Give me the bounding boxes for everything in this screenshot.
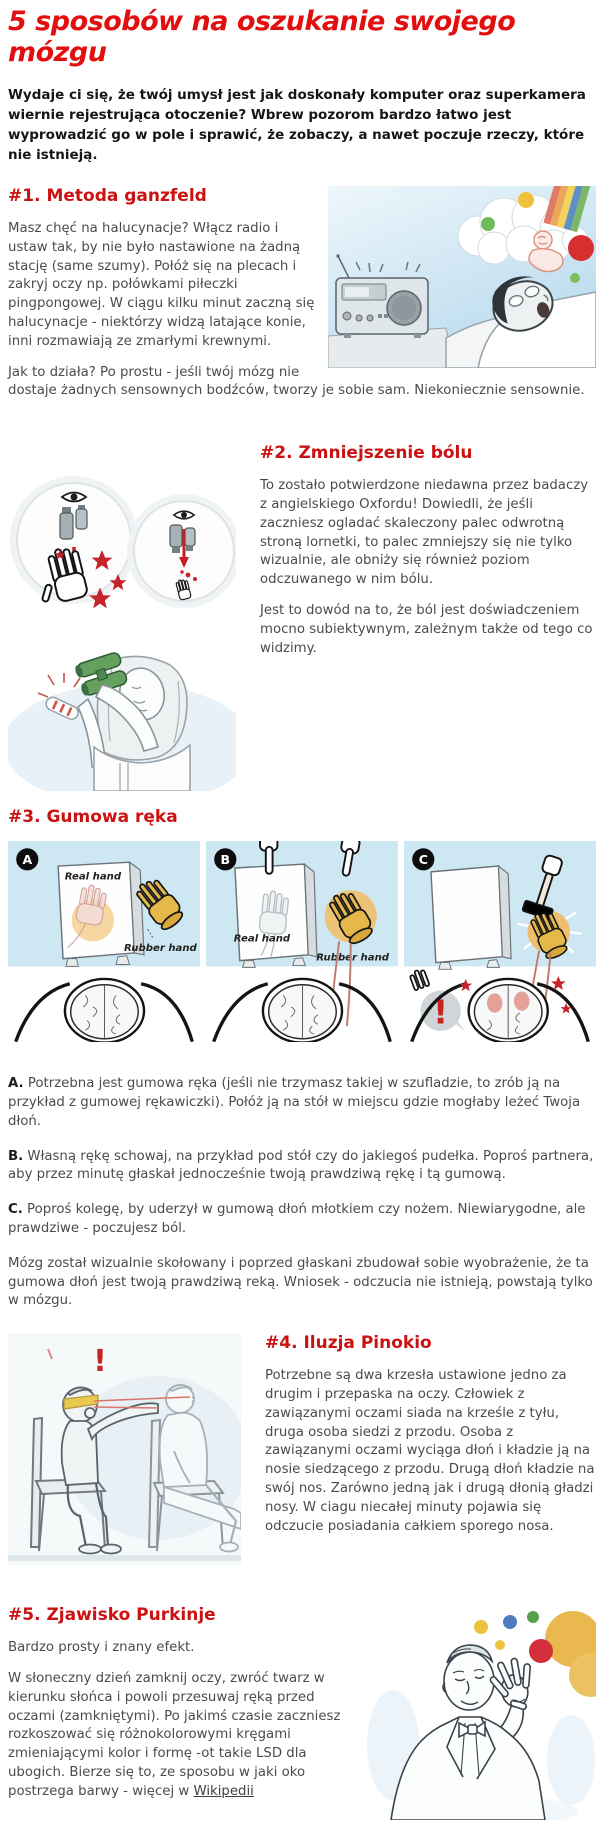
section-2-heading: #2. Zmniejszenie bólu — [260, 443, 473, 464]
panel-letter-a: A — [22, 852, 33, 868]
section-4-paragraph: Potrzebne są dwa krzesła ustawione jedno za drugim i przepaska na oczy. Człowiek z zawiązanymi oczami siada na krześle z tyłu, druga osoba siedzi z przodu. Osoba z zawiązanymi oczami wyciąga dłoń i kładzie ją na nosie siedzącego z przodu. Drugą dłoń kładzie na swój nos. Zarówno jedną jak i drugą dłonią gładzi nosy. W ciagu niecałej minuty pojawia się odczucie posiadania całkiem sporego nosa. — [265, 1368, 595, 1534]
step-b — [8, 1148, 596, 1186]
purkinje-illustration — [363, 1605, 596, 1820]
panel-letter-c: C — [418, 852, 428, 868]
real-hand-label: Real hand — [64, 871, 122, 883]
step-a — [8, 1075, 596, 1131]
rubber-hand-label: Rubber hand — [124, 943, 197, 955]
step-c-text: Poproś kolegę, by uderzył w gumową dłoń młotkiem czy nożem. Niewiarygodne, ale prawdziwe - poczujesz ból. — [8, 1202, 586, 1236]
step-a-lead: A. — [8, 1076, 24, 1092]
intro-paragraph: Wydaje ci się, że twój umysł jest jak doskonały komputer oraz superkamera wiernie rejestrująca otoczenie? Wbrew pozorom bardzo łatwo jest wyprowadzić go w pole i sprawić, że zobaczy, a nawet poczuje rzeczy, które nie istnieją. — [8, 87, 586, 163]
section-pain-reduction — [8, 443, 596, 791]
section-5-text: W słoneczny dzień zamknij oczy, zwróć twarz w kierunku słońca i powoli przesuwaj ręką przed oczami (zamkniętymi). Po jakimś czasie zaczniesz rozkoszować się różnokolorowymi kręgami zmieniającymi kolor i formę -ot takie LSD dla ubogich. Bierze się to, ze sposobu w jaki oko postrzega barwy - więcej w — [8, 1670, 341, 1799]
eye-icon — [174, 511, 194, 519]
section-1-paragraph-2: Jak to działa? Po prostu - jeśli twój mózg nie dostaje żadnych sensownych bodźców, tworzy je sobie sam. Niekoniecznie sensownie. — [8, 364, 585, 399]
rubber-hand-steps — [8, 1075, 596, 1239]
step-a-text: Potrzebna jest gumowa ręka (jeśli nie trzymasz takiej w szufladzie, to zrób ją na przykład z gumowej rękawiczki). Połóż ją na stół w miejscu gdzie mogłaby leżeć Twoja dłoń. — [8, 1076, 581, 1129]
section-pinocchio — [8, 1333, 596, 1565]
section-3-conclusion: Mózg został wizualnie skołowany i poprzed głaskani zbudował sobie wyobrażenie, że ta gumowa dłoń jest twoją prawdziwą reką. Wniosek - odczucia nie istnieją, powstają tylko w mózgu. — [8, 1255, 593, 1309]
rubber-hand-figure — [8, 841, 596, 1049]
man-waving-hand-image — [363, 1605, 596, 1820]
pinocchio-illustration — [8, 1333, 241, 1565]
panel-a — [8, 841, 200, 1049]
section-2-paragraph-1: To zostało potwierdzone niedawna przez badaczy z angielskiego Oxfordu! Dowiedli, że jeśli zaczniesz ogladać skaleczony palec odwrotną stroną lornetki, to palec zmniejszy się nie tylko wizualnie, ale obniży się również poziom odczuwanego w nim bólu. — [260, 478, 589, 588]
real-hand-label: Real hand — [233, 933, 291, 945]
step-b-lead: B. — [8, 1148, 24, 1164]
ganzfeld-illustration — [328, 186, 596, 368]
section-1-heading: #1. Metoda ganzfeld — [8, 186, 207, 206]
section-5-heading: #5. Zjawisko Purkinje — [8, 1605, 216, 1626]
panel-letter-b: B — [220, 852, 231, 868]
exclamation-mark: ! — [93, 1344, 107, 1380]
step-c-lead: C. — [8, 1202, 23, 1218]
section-ganzfeld — [8, 186, 596, 413]
inset-reversed-view — [130, 497, 236, 605]
section-5-paragraph-1: Bardzo prosty i znany efekt. — [8, 1640, 195, 1656]
section-3-heading: #3. Gumowa ręka — [8, 807, 178, 828]
step-b-text: Własną rękę schowaj, na przykład pod stół czy do jakiegoś pudełka. Poproś partnera, aby przez minutę głaskał jednocześnie twoją prawdziwą rękę i tą gumową. — [8, 1148, 594, 1183]
step-c — [8, 1201, 596, 1239]
brain-top-view-icon — [214, 979, 391, 1042]
exclamation-mark: ! — [433, 993, 449, 1032]
section-2-paragraph-2: Jest to dowód na to, że ból jest doświadczeniem mocno subiektywnym, zależnym także od tego co widzimy. — [260, 602, 593, 656]
section-1-paragraph-1: Masz chęć na halucynacje? Włącz radio i ustaw tak, by nie było nastawione na żadną stację (same szumy). Połóż się na plecach i zakryj oczy np. połówkami piłeczki pingpongowej. W ciągu kilku minut zaczną się halucynacje - niektórzy widzą latające konie, inni rozmawiają ze zmarłymi krewnymi. — [8, 221, 315, 349]
binoculars-illustration — [8, 445, 236, 791]
two-chairs-image — [8, 1333, 241, 1565]
panel-b — [206, 841, 398, 1049]
section-purkinje — [8, 1605, 596, 1824]
section-4-heading: #4. Iluzja Pinokio — [265, 1333, 432, 1354]
wikipedia-link[interactable]: Wikipedii — [193, 1783, 254, 1799]
eye-icon — [62, 493, 86, 502]
section-rubber-hand — [8, 807, 596, 1311]
brain-top-view-icon — [16, 979, 193, 1042]
waving-hand-icon — [409, 968, 430, 991]
rubber-hand-label: Rubber hand — [316, 952, 390, 964]
sleeping-man-radio-image — [328, 186, 596, 368]
panel-c — [404, 841, 596, 1049]
page-title: 5 sposobów na oszukanie swojego mózgu — [8, 6, 516, 68]
binoculars-woman-image — [8, 445, 236, 791]
